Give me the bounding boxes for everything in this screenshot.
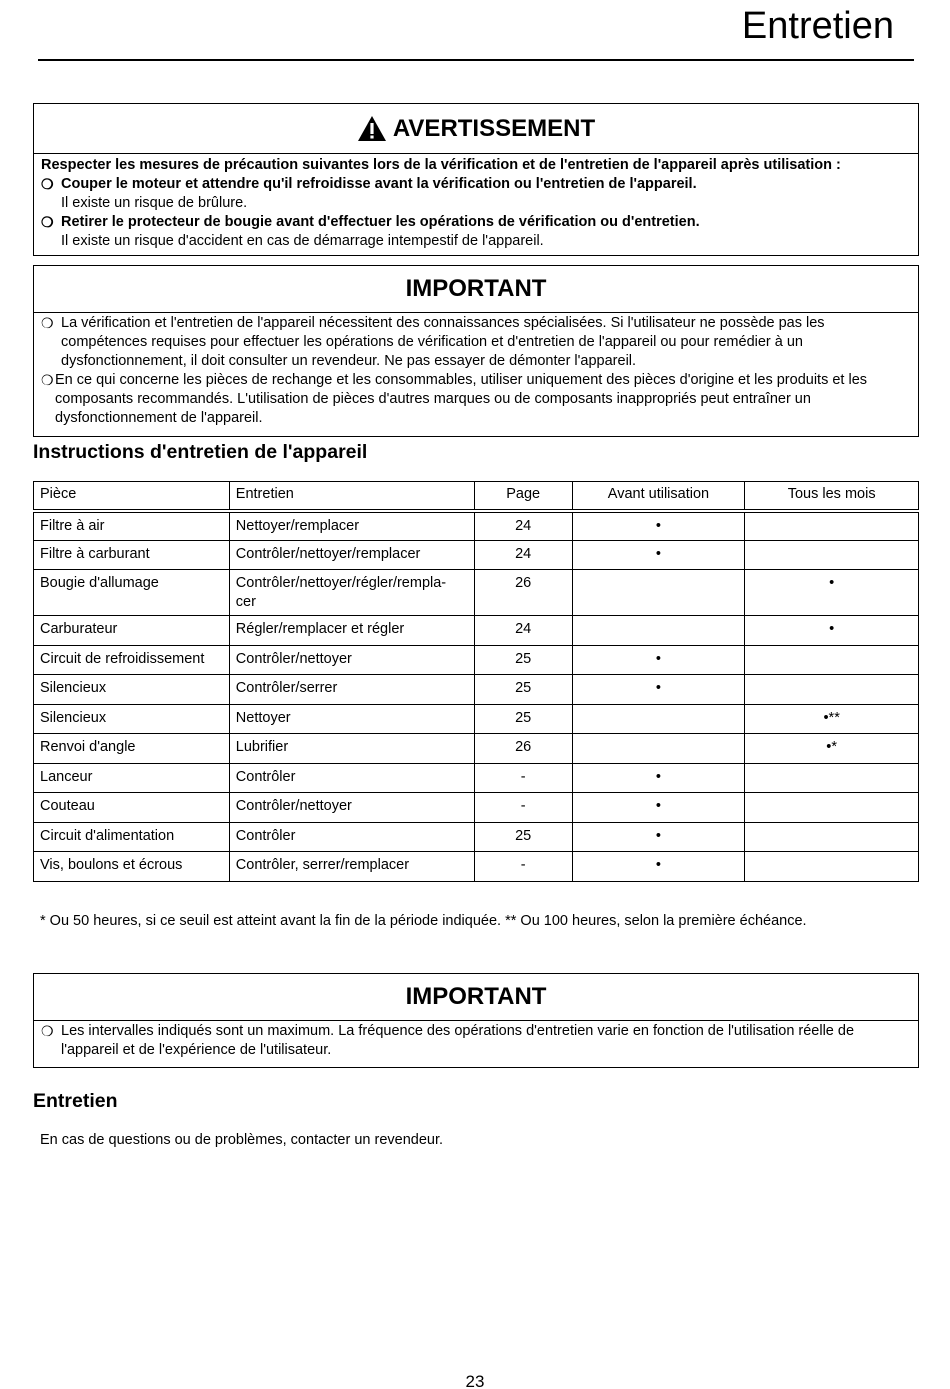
cell-page: 25 (474, 704, 572, 734)
cell-page: - (474, 852, 572, 882)
cell-page: 24 (474, 616, 572, 646)
cell-monthly: • (745, 570, 919, 616)
table-row (34, 616, 919, 646)
table-row (34, 793, 919, 823)
important-box (33, 973, 919, 1068)
cell-before-use: • (572, 540, 745, 570)
cell-part: Couteau (34, 793, 230, 823)
cell-page: 26 (474, 734, 572, 764)
section-heading: Entretien (33, 1090, 118, 1112)
cell-before-use: • (572, 511, 745, 541)
cell-before-use: • (572, 763, 745, 793)
warning-item-text: Il existe un risque d'accident en cas de démarrage intempestif de l'appareil. (61, 233, 544, 249)
table-row (34, 822, 919, 852)
cell-part: Silencieux (34, 704, 230, 734)
cell-monthly (745, 763, 919, 793)
cell-part: Renvoi d'angle (34, 734, 230, 764)
table-header-row (34, 482, 919, 511)
cell-page: - (474, 763, 572, 793)
table-row (34, 511, 919, 541)
cell-part: Circuit d'alimentation (34, 822, 230, 852)
cell-part: Lanceur (34, 763, 230, 793)
table-body (34, 511, 919, 882)
cell-monthly (745, 540, 919, 570)
page-number: 23 (465, 1372, 485, 1389)
cell-maintenance: Nettoyer/remplacer (229, 511, 474, 541)
cell-monthly: •** (745, 704, 919, 734)
table-row (34, 570, 919, 616)
important-item-text: La vérification et l'entretien de l'appareil nécessitent des connaissances spécialisées. Si l'utilisateur ne possède pas les compétences requises pour effectuer les opérations de vérification et d'entretien de l'appareil ou pour remédier à un dysfonctionnement, il doit consulter un revendeur. Ne pas essayer de démonter l'appareil. (61, 315, 825, 369)
warning-item-bold: Retirer le protecteur de bougie avant d'effectuer les opérations de vérification ou d'entretien. (61, 214, 700, 230)
warning-item (41, 213, 912, 232)
cell-page: 25 (474, 822, 572, 852)
cell-maintenance: Contrôler/nettoyer (229, 793, 474, 823)
cell-part: Bougie d'allumage (34, 570, 230, 616)
cell-monthly (745, 852, 919, 882)
table-row (34, 763, 919, 793)
column-header: Page (474, 482, 572, 511)
cell-part: Filtre à air (34, 511, 230, 541)
cell-before-use: • (572, 645, 745, 675)
important-header: IMPORTANT (34, 974, 918, 1021)
cell-monthly (745, 645, 919, 675)
cell-maintenance: Lubrifier (229, 734, 474, 764)
warning-box (33, 103, 919, 256)
maintenance-table (33, 481, 919, 882)
cell-maintenance: Nettoyer (229, 704, 474, 734)
cell-monthly (745, 511, 919, 541)
title-divider (38, 59, 914, 61)
column-header: Avant utilisation (572, 482, 745, 511)
cell-part: Circuit de refroidissement (34, 645, 230, 675)
warning-item (41, 175, 912, 194)
cell-page: 25 (474, 645, 572, 675)
column-header: Pièce (34, 482, 230, 511)
page-title: Entretien (741, 5, 894, 47)
important-item-text: En ce qui concerne les pièces de rechange et les consommables, utiliser uniquement des pièces d'origine et les produits et les composants recommandés. L'utilisation de pièces d'autres marques ou de composants inappropriés peut entraîner un dysfonctionnement de l'appareil. (55, 372, 868, 426)
cell-before-use: • (572, 822, 745, 852)
warning-intro: Respecter les mesures de précaution suivantes lors de la vérification et de l'entretien de l'appareil après utilisation : (41, 157, 841, 173)
cell-maintenance: Contrôler/nettoyer/régler/rempla- cer (229, 570, 474, 616)
cell-maintenance: Contrôler/serrer (229, 675, 474, 705)
cell-part: Filtre à carburant (34, 540, 230, 570)
table-row (34, 704, 919, 734)
important-item-text: Les intervalles indiqués sont un maximum. La fréquence des opérations d'entretien varie en fonction de l'utilisation réelle de l'appareil et de l'expérience de l'utilisateur. (61, 1023, 855, 1058)
cell-before-use: • (572, 852, 745, 882)
cell-before-use: • (572, 675, 745, 705)
cell-page: - (474, 793, 572, 823)
table-footnote: * Ou 50 heures, si ce seuil est atteint avant la fin de la période indiquée. ** Ou 100 heures, selon la première échéance. (40, 913, 807, 929)
cell-before-use (572, 704, 745, 734)
warning-item-bold: Couper le moteur et attendre qu'il refroidisse avant la vérification ou l'entretien de l'appareil. (61, 176, 697, 192)
cell-before-use (572, 570, 745, 616)
bullet-icon: ❍ (41, 214, 54, 230)
table-row (34, 645, 919, 675)
cell-monthly (745, 793, 919, 823)
cell-maintenance: Contrôler, serrer/remplacer (229, 852, 474, 882)
cell-maintenance: Contrôler (229, 822, 474, 852)
cell-monthly (745, 675, 919, 705)
warning-triangle-icon (357, 115, 387, 142)
important-box (33, 265, 919, 437)
cell-maintenance: Contrôler (229, 763, 474, 793)
bullet-icon: ❍ (41, 1023, 54, 1039)
bullet-icon: ❍ (41, 315, 54, 331)
cell-page: 24 (474, 511, 572, 541)
table-row (34, 852, 919, 882)
table-row (34, 540, 919, 570)
cell-before-use (572, 734, 745, 764)
important-item (41, 1022, 912, 1060)
cell-page: 24 (474, 540, 572, 570)
cell-maintenance: Régler/remplacer et régler (229, 616, 474, 646)
table-row (34, 734, 919, 764)
table-row (34, 675, 919, 705)
important-item (41, 371, 912, 428)
warning-item-text: Il existe un risque de brûlure. (61, 195, 248, 211)
important-item (41, 314, 912, 371)
important-header: IMPORTANT (34, 266, 918, 313)
section-heading: Instructions d'entretien de l'appareil (33, 441, 368, 463)
cell-before-use: • (572, 793, 745, 823)
warning-header (34, 104, 918, 154)
column-header: Tous les mois (745, 482, 919, 511)
contact-text: En cas de questions ou de problèmes, contacter un revendeur. (40, 1132, 444, 1148)
cell-maintenance: Contrôler/nettoyer/remplacer (229, 540, 474, 570)
cell-monthly: • (745, 616, 919, 646)
cell-part: Vis, boulons et écrous (34, 852, 230, 882)
cell-maintenance: Contrôler/nettoyer (229, 645, 474, 675)
cell-before-use (572, 616, 745, 646)
cell-part: Silencieux (34, 675, 230, 705)
column-header: Entretien (229, 482, 474, 511)
cell-part: Carburateur (34, 616, 230, 646)
bullet-icon: ❍ (41, 372, 54, 388)
cell-page: 25 (474, 675, 572, 705)
cell-monthly (745, 822, 919, 852)
cell-monthly: •* (745, 734, 919, 764)
warning-title: AVERTISSEMENT (392, 114, 596, 142)
bullet-icon: ❍ (41, 176, 54, 192)
cell-page: 26 (474, 570, 572, 616)
